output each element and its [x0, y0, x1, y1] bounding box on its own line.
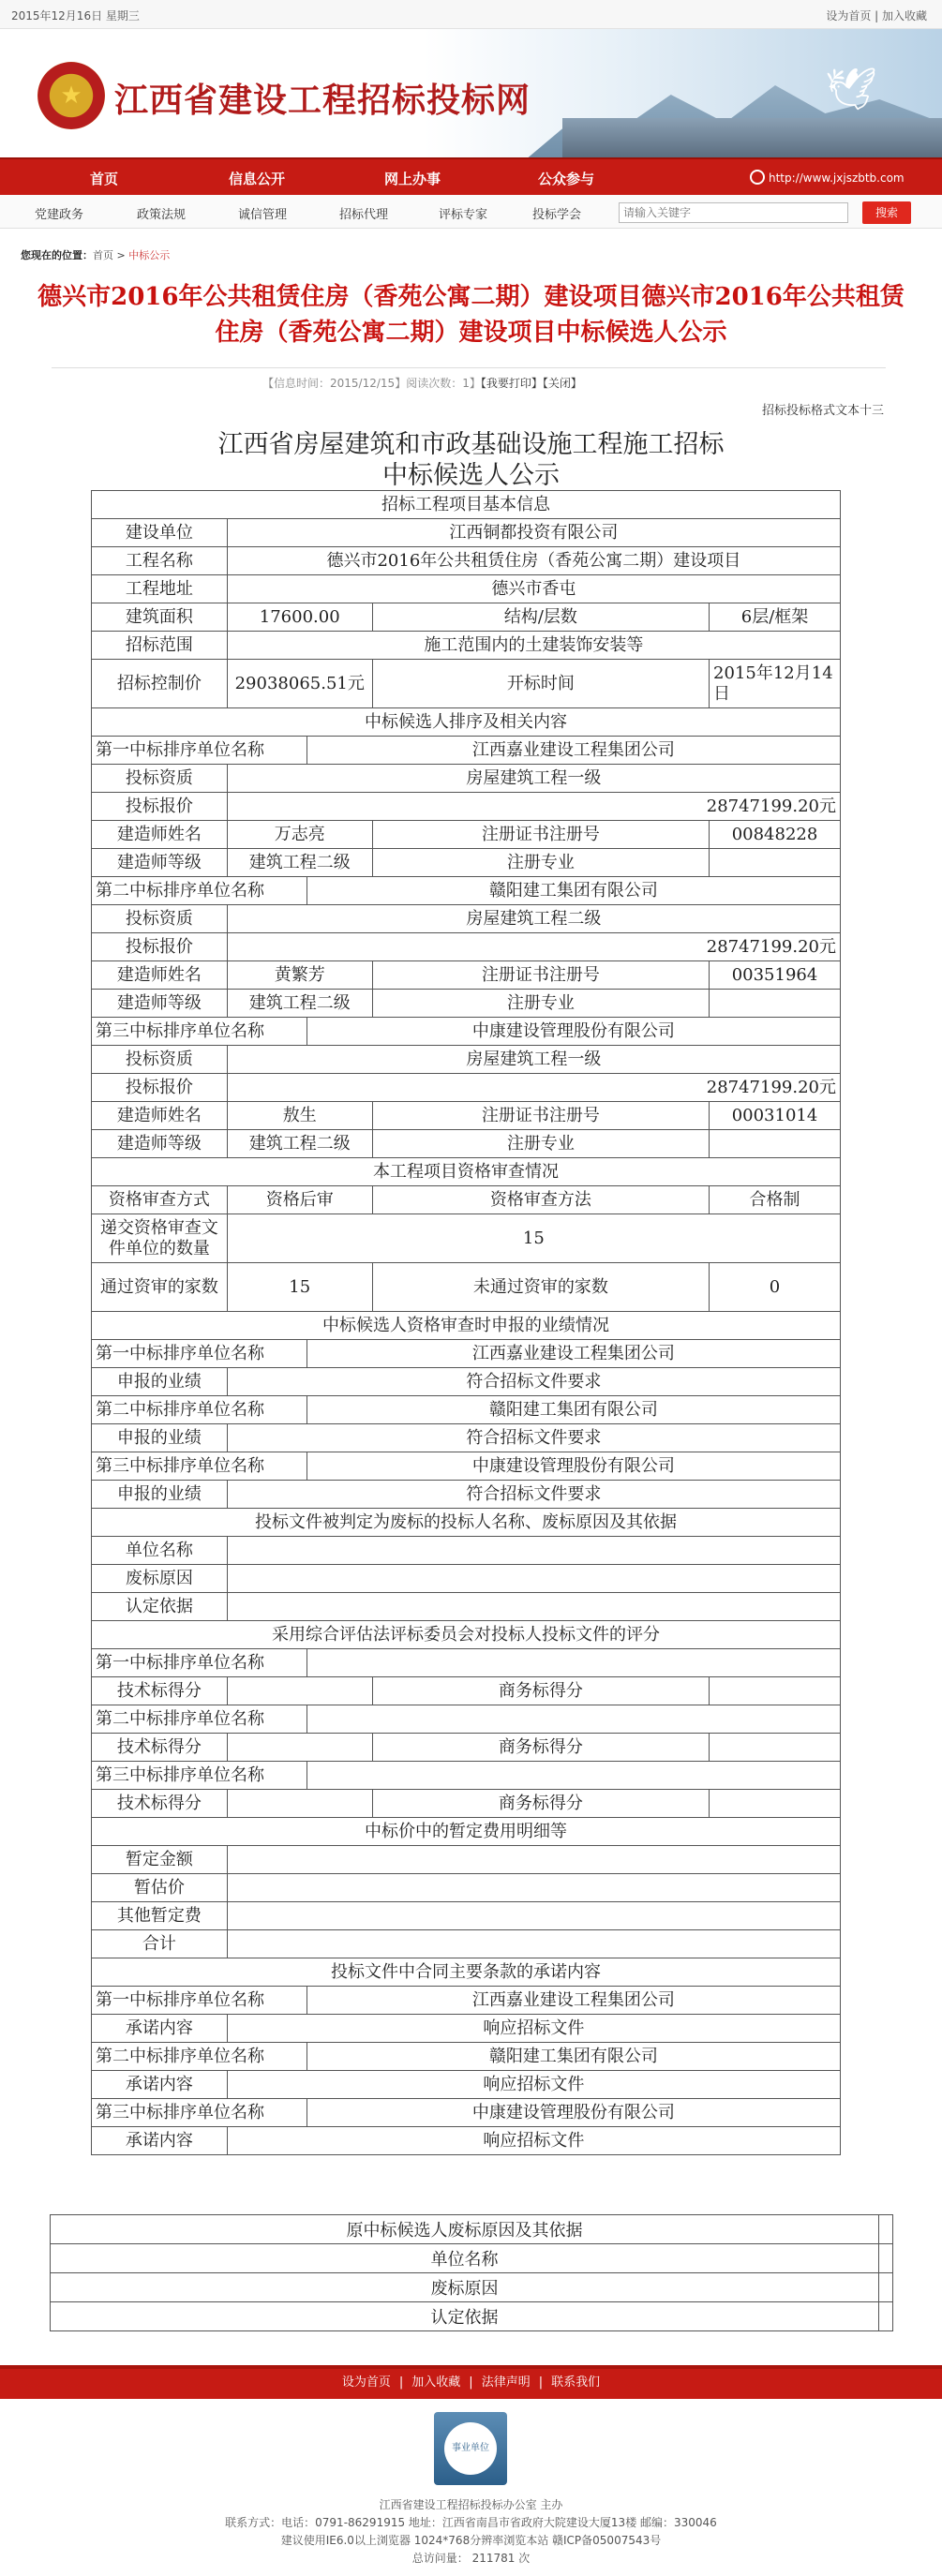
article-meta	[262, 375, 582, 391]
perf-rank1-name: 江西嘉业建设工程集团公司	[307, 1340, 840, 1368]
total-value	[227, 1930, 840, 1958]
provisional-value	[227, 1846, 840, 1874]
tech-score-value	[227, 1790, 372, 1818]
structure-value: 6层/框架	[710, 603, 841, 632]
rank1-label: 第一中标排序单位名称	[92, 737, 307, 765]
notice-table	[91, 490, 841, 2155]
subnav-experts[interactable]: 评标专家	[439, 208, 488, 222]
review-way-value: 资格后审	[227, 1186, 372, 1214]
subnav-policy[interactable]: 政策法规	[137, 208, 187, 222]
cert-label: 注册证书注册号	[372, 821, 709, 849]
review-method-label: 资格审查方法	[372, 1186, 709, 1214]
rank1-label: 第一中标排序单位名称	[92, 1340, 307, 1368]
price-label: 投标报价	[92, 933, 228, 961]
open-time-label: 开标时间	[372, 660, 709, 708]
orig-basis: 认定依据	[51, 2302, 879, 2331]
breadcrumb-label: 您现在的位置：	[21, 249, 93, 261]
submit-count-value: 15	[227, 1214, 840, 1263]
rank1-builder: 万志亮	[227, 821, 372, 849]
fail-count-value: 0	[710, 1263, 841, 1312]
tech-score-label: 技术标得分	[92, 1734, 228, 1762]
meta-tail: 】	[469, 377, 481, 390]
section-rejected: 投标文件被判定为废标的投标人名称、废标原因及其依据	[92, 1509, 841, 1537]
nav-home[interactable]: 首页	[90, 171, 119, 187]
perf-label: 申报的业绩	[92, 1481, 228, 1509]
rank1-price: 28747199.20元	[227, 793, 840, 821]
site-url[interactable]	[750, 170, 905, 185]
section-performance: 中标候选人资格审查时申报的业绩情况	[92, 1312, 841, 1340]
perf-rank3-name: 中康建设管理股份有限公司	[307, 1452, 840, 1481]
rank2-price: 28747199.20元	[227, 933, 840, 961]
reason-value	[227, 1565, 840, 1593]
promise-rank2-value: 响应招标文件	[227, 2071, 840, 2099]
promise-rank2-name: 赣阳建工集团有限公司	[307, 2043, 840, 2071]
close-link[interactable]: 【关闭】	[542, 377, 582, 390]
qual-label: 投标资质	[92, 905, 228, 933]
rank3-major	[710, 1130, 841, 1158]
form-number: 招标投标格式文本十三	[761, 404, 884, 418]
rank1-major	[710, 849, 841, 877]
reason-label: 废标原因	[92, 1565, 228, 1593]
cert-label: 注册证书注册号	[372, 961, 709, 990]
biz-score-value	[710, 1790, 841, 1818]
footer-icp: 建议使用IE6.0以上浏览器 1024*768分辨率浏览本站 赣ICP备05007543号	[280, 2534, 662, 2547]
builder-label: 建造师姓名	[92, 1102, 228, 1130]
meta-reads-label: 】阅读次数：	[395, 377, 463, 390]
level-label: 建造师等级	[92, 990, 228, 1018]
score-rank1-name	[307, 1649, 840, 1677]
breadcrumb	[21, 247, 170, 262]
control-price-label: 招标控制价	[92, 660, 228, 708]
qual-label: 投标资质	[92, 1046, 228, 1074]
perf-rank2-value: 符合招标文件要求	[227, 1424, 840, 1452]
search-button[interactable]: 搜索	[862, 201, 911, 224]
estimate-label: 暂估价	[92, 1874, 228, 1902]
dove-icon: 🕊	[825, 66, 877, 113]
search-input[interactable]	[619, 202, 848, 223]
meta-time-label: 【信息时间：	[262, 377, 331, 390]
main-nav	[0, 157, 942, 195]
footer-org: 江西省建设工程招标投标办公室 主办	[379, 2498, 563, 2511]
section-provisional: 中标价中的暂定费用明细等	[92, 1818, 841, 1846]
rank1-qual: 房屋建筑工程一级	[227, 765, 840, 793]
biz-score-label: 商务标得分	[372, 1790, 709, 1818]
tech-score-value	[227, 1677, 372, 1705]
top-bar	[0, 0, 942, 29]
review-method-value: 合格制	[710, 1186, 841, 1214]
header-banner	[0, 29, 942, 157]
perf-rank1-value: 符合招标文件要求	[227, 1368, 840, 1396]
breadcrumb-sep: >	[113, 249, 129, 261]
rank3-name: 中康建设管理股份有限公司	[307, 1018, 840, 1046]
unit-value	[227, 1537, 840, 1565]
address-label: 工程地址	[92, 575, 228, 603]
major-label: 注册专业	[372, 1130, 709, 1158]
rank2-major	[710, 990, 841, 1018]
section-review: 本工程项目资格审查情况	[92, 1158, 841, 1186]
rank2-qual: 房屋建筑工程二级	[227, 905, 840, 933]
rank3-cert: 00031014	[710, 1102, 841, 1130]
footer-legal[interactable]: 法律声明	[481, 2375, 531, 2390]
nav-info[interactable]: 信息公开	[229, 171, 286, 187]
area-value: 17600.00	[227, 603, 372, 632]
promise-label: 承诺内容	[92, 2071, 228, 2099]
promise-rank3-value: 响应招标文件	[227, 2127, 840, 2155]
submit-count-label: 递交资格审查文件单位的数量	[92, 1214, 228, 1263]
rank1-label: 第一中标排序单位名称	[92, 1987, 307, 2015]
breadcrumb-current: 中标公示	[128, 249, 171, 261]
rank3-builder: 敖生	[227, 1102, 372, 1130]
builder-label: 建造师姓名	[92, 961, 228, 990]
orig-reason-pad	[879, 2273, 893, 2302]
perf-label: 申报的业绩	[92, 1368, 228, 1396]
perf-rank3-value: 符合招标文件要求	[227, 1481, 840, 1509]
institution-badge-icon[interactable]	[434, 2412, 507, 2485]
meta-reads: 1	[462, 377, 470, 390]
footer-contact-info: 联系方式：电话：0791-86291915 地址：江西省南昌市省政府大院建设大厦13楼 邮编：330046	[225, 2516, 717, 2529]
rank1-cert: 00848228	[710, 821, 841, 849]
score-rank2-name	[307, 1705, 840, 1734]
rank2-name: 赣阳建工集团有限公司	[307, 877, 840, 905]
scope-value: 施工范围内的土建装饰安装等	[227, 632, 840, 660]
site-title[interactable]: 江西省建设工程招标投标网	[114, 81, 531, 120]
orig-head-pad	[879, 2215, 893, 2244]
national-emblem-icon: ★	[37, 62, 105, 129]
unit-label: 单位名称	[92, 1537, 228, 1565]
biz-score-value	[710, 1677, 841, 1705]
tech-score-value	[227, 1734, 372, 1762]
section-scores: 采用综合评估法评标委员会对投标人投标文件的评分	[92, 1621, 841, 1649]
major-label: 注册专业	[372, 849, 709, 877]
basis-value	[227, 1593, 840, 1621]
promise-label: 承诺内容	[92, 2015, 228, 2043]
control-price-value: 29038065.51元	[227, 660, 372, 708]
original-rejection-table	[50, 2214, 893, 2331]
divider	[52, 367, 886, 368]
orig-basis-pad	[879, 2302, 893, 2331]
breadcrumb-home[interactable]: 首页	[93, 249, 113, 261]
rank3-label: 第三中标排序单位名称	[92, 2099, 307, 2127]
rank2-label: 第二中标排序单位名称	[92, 2043, 307, 2071]
basis-label: 认定依据	[92, 1593, 228, 1621]
scope-label: 招标范围	[92, 632, 228, 660]
sub-nav	[0, 195, 942, 229]
subnav-credit[interactable]: 诚信管理	[238, 208, 288, 222]
project-name-label: 工程名称	[92, 547, 228, 575]
rank2-cert: 00351964	[710, 961, 841, 990]
section-promise: 投标文件中合同主要条款的承诺内容	[92, 1958, 841, 1987]
footer-visits: 总访问量： 211781 次	[411, 2552, 531, 2565]
date-text: 2015年12月16日 星期三	[11, 9, 140, 22]
promise-rank1-value: 响应招标文件	[227, 2015, 840, 2043]
promise-rank3-name: 中康建设管理股份有限公司	[307, 2099, 840, 2127]
rank1-label: 第一中标排序单位名称	[92, 1649, 307, 1677]
tech-score-label: 技术标得分	[92, 1790, 228, 1818]
estimate-value	[227, 1874, 840, 1902]
other-value	[227, 1902, 840, 1930]
rank3-qual: 房屋建筑工程一级	[227, 1046, 840, 1074]
price-label: 投标报价	[92, 793, 228, 821]
owner-value: 江西铜都投资有限公司	[227, 519, 840, 547]
rank1-level: 建筑工程二级	[227, 849, 372, 877]
globe-icon	[750, 170, 765, 185]
orig-reason: 废标原因	[51, 2273, 879, 2302]
pass-count-value: 15	[227, 1263, 372, 1312]
subnav-party[interactable]: 党建政务	[35, 208, 84, 222]
builder-label: 建造师姓名	[92, 821, 228, 849]
tech-score-label: 技术标得分	[92, 1677, 228, 1705]
top-links[interactable]: 设为首页 | 加入收藏	[826, 9, 927, 22]
level-label: 建造师等级	[92, 1130, 228, 1158]
pass-count-label: 通过资审的家数	[92, 1263, 228, 1312]
footer-contact[interactable]: 联系我们	[551, 2375, 601, 2390]
total-label: 合计	[92, 1930, 228, 1958]
level-label: 建造师等级	[92, 849, 228, 877]
qual-label: 投标资质	[92, 765, 228, 793]
project-name-value: 德兴市2016年公共租赁住房（香苑公寓二期）建设项目	[227, 547, 840, 575]
promise-rank1-name: 江西嘉业建设工程集团公司	[307, 1987, 840, 2015]
rank2-label: 第二中标排序单位名称	[92, 1705, 307, 1734]
site-url-text: http://www.jxjszbtb.com	[769, 171, 905, 185]
review-way-label: 资格审查方式	[92, 1186, 228, 1214]
subnav-society[interactable]: 投标学会	[532, 208, 582, 222]
score-rank3-name	[307, 1762, 840, 1790]
major-label: 注册专业	[372, 990, 709, 1018]
rank2-builder: 黄繁芳	[227, 961, 372, 990]
biz-score-label: 商务标得分	[372, 1677, 709, 1705]
open-time-value: 2015年12月14日	[710, 660, 841, 708]
section-candidates: 中标候选人排序及相关内容	[92, 708, 841, 737]
page-title: 德兴市2016年公共租赁住房（香苑公寓二期）建设项目德兴市2016年公共租赁住房（香苑公寓二期）建设项目中标候选人公示	[37, 283, 905, 347]
biz-score-value	[710, 1734, 841, 1762]
address-value: 德兴市香屯	[227, 575, 840, 603]
orig-unit: 单位名称	[51, 2244, 879, 2273]
print-link[interactable]: 【我要打印】	[480, 377, 543, 390]
promise-label: 承诺内容	[92, 2127, 228, 2155]
perf-label: 申报的业绩	[92, 1424, 228, 1452]
other-label: 其他暂定费	[92, 1902, 228, 1930]
provisional-label: 暂定金额	[92, 1846, 228, 1874]
rank2-level: 建筑工程二级	[227, 990, 372, 1018]
price-label: 投标报价	[92, 1074, 228, 1102]
meta-time: 2015/12/15	[330, 377, 396, 390]
nav-public[interactable]: 公众参与	[538, 171, 595, 187]
perf-rank2-name: 赣阳建工集团有限公司	[307, 1396, 840, 1424]
rank3-label: 第三中标排序单位名称	[92, 1762, 307, 1790]
footer-favorite[interactable]: 加入收藏	[411, 2375, 461, 2390]
rank3-level: 建筑工程二级	[227, 1130, 372, 1158]
section-basic: 招标工程项目基本信息	[92, 491, 841, 519]
biz-score-label: 商务标得分	[372, 1734, 709, 1762]
nav-online[interactable]: 网上办事	[384, 171, 441, 187]
rank1-name: 江西嘉业建设工程集团公司	[307, 737, 840, 765]
cert-label: 注册证书注册号	[372, 1102, 709, 1130]
footer-home[interactable]: 设为首页	[341, 2375, 391, 2390]
city-image	[562, 118, 942, 157]
footer-nav: 设为首页 | 加入收藏 | 法律声明 | 联系我们	[0, 2365, 942, 2399]
doc-heading-1: 江西省房屋建筑和市政基础设施工程施工招标	[217, 430, 725, 459]
doc-heading-2: 中标候选人公示	[382, 461, 560, 490]
rank3-price: 28747199.20元	[227, 1074, 840, 1102]
subnav-agency[interactable]: 招标代理	[339, 208, 389, 222]
orig-unit-pad	[879, 2244, 893, 2273]
rank2-label: 第二中标排序单位名称	[92, 877, 307, 905]
area-label: 建筑面积	[92, 603, 228, 632]
fail-count-label: 未通过资审的家数	[372, 1263, 709, 1312]
structure-label: 结构/层数	[372, 603, 709, 632]
rank3-label: 第三中标排序单位名称	[92, 1018, 307, 1046]
badge-text: 事业单位	[444, 2422, 497, 2475]
rank3-label: 第三中标排序单位名称	[92, 1452, 307, 1481]
owner-label: 建设单位	[92, 519, 228, 547]
orig-head: 原中标候选人废标原因及其依据	[51, 2215, 879, 2244]
rank2-label: 第二中标排序单位名称	[92, 1396, 307, 1424]
